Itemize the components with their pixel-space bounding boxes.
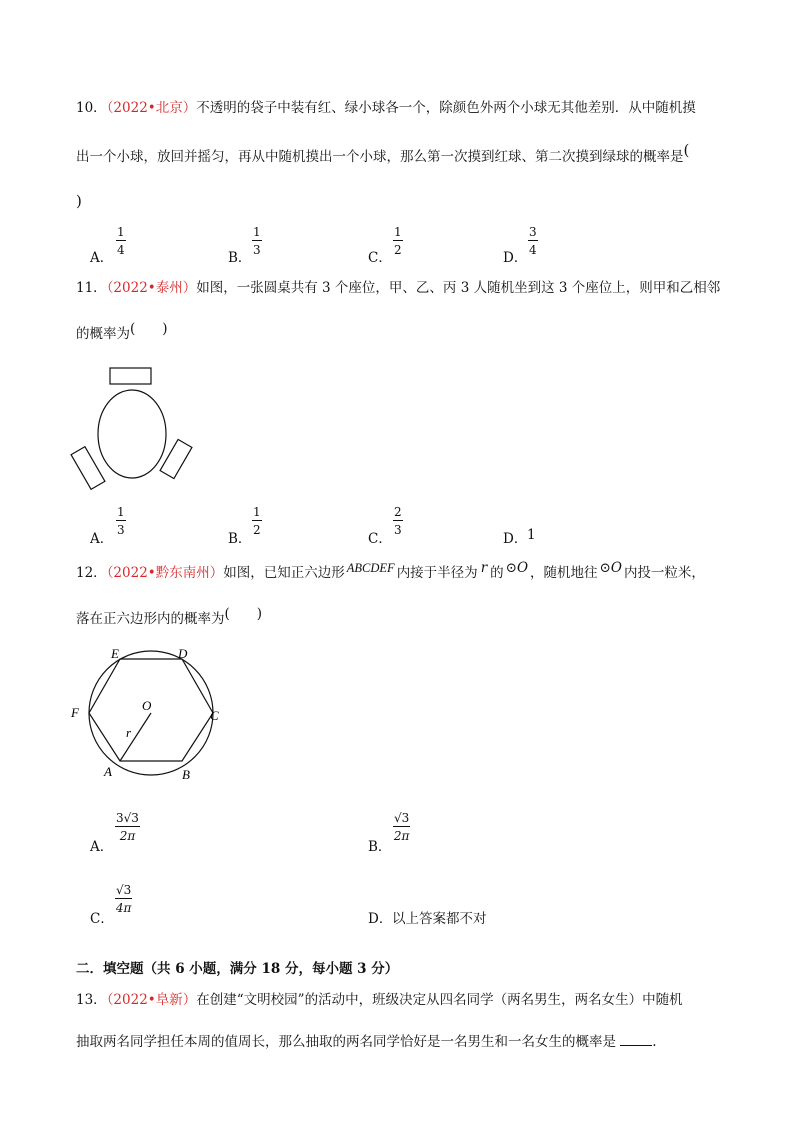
q12-hexagon-name: ABCDEF xyxy=(346,561,395,575)
q12-text-2: 落在正六边形内的概率为 xyxy=(76,611,225,627)
q11-paren: ( ) xyxy=(130,321,168,337)
seat-top xyxy=(110,368,151,384)
q11-number: 11． xyxy=(76,280,107,296)
q12-text-e: 内投一粒米， xyxy=(623,565,705,581)
round-table-figure xyxy=(70,362,200,492)
table-ellipse xyxy=(98,390,166,478)
q13-line2 xyxy=(76,1030,657,1050)
q13-line1 xyxy=(76,988,683,1008)
q10-number: 10． xyxy=(76,100,107,116)
q11-option-b-fraction: 1 2 xyxy=(253,505,261,537)
q10-text-2: 出一个小球，放回并摇匀，再从中随机摸出一个小球，那么第一次摸到红球、第二次摸到绿球的概率是 xyxy=(76,149,684,165)
label-a: A xyxy=(104,764,112,779)
q12-radius-symbol: r xyxy=(480,560,488,576)
q13-text-1: 在创建“文明校园”的活动中，班级决定从四名同学（两名男生，两名女生）中随机 xyxy=(196,992,683,1008)
q11-option-d-value: 1 xyxy=(527,527,536,543)
q10-option-a-label: A． xyxy=(90,250,114,266)
q12-option-b-fraction: √3 2π xyxy=(393,811,410,843)
q12-paren: ( ) xyxy=(224,606,263,622)
q12-text-d: ，随机地往 xyxy=(530,565,598,581)
q12-option-d-text: 以上答案都不对 xyxy=(392,911,487,927)
q10-option-c-fraction: 1 2 xyxy=(394,225,402,257)
q10-paren-open: ( xyxy=(683,141,690,159)
q11-text-2: 的概率为 xyxy=(76,326,130,342)
q12-line1 xyxy=(76,561,705,581)
q11-line2 xyxy=(76,322,168,342)
q10-paren-close: ) xyxy=(76,192,82,210)
q12-circle-o: ⊙O xyxy=(505,560,529,576)
q10-line1 xyxy=(76,96,696,116)
q11-text-1: 如图，一张圆桌共有 3 个座位，甲、乙、丙 3 人随机坐到这 3 个座位上，则甲和乙相邻 xyxy=(196,280,721,296)
radius-oa xyxy=(120,713,151,761)
hexagon-figure xyxy=(66,642,236,782)
q13-text-2: 抽取两名同学担任本周的值周长，那么抽取的两名同学恰好是一名男生和一名女生的概率是 xyxy=(76,1034,616,1050)
label-c: C xyxy=(210,708,219,723)
q10-option-d-label: D． xyxy=(503,250,528,266)
q12-option-a-label: A． xyxy=(90,839,114,855)
q11-option-a-label: A． xyxy=(90,531,114,547)
q10-option-d-fraction: 3 4 xyxy=(529,225,537,257)
q13-answer-blank[interactable] xyxy=(620,1033,652,1046)
q13-source: （2022•阜新） xyxy=(106,992,197,1008)
q12-text-a: 如图，已知正六边形 xyxy=(223,565,345,581)
section-2-heading: 二．填空题（共 6 小题，满分 18 分，每小题 3 分） xyxy=(76,961,399,977)
q12-line2 xyxy=(76,607,262,627)
q11-option-a-fraction: 1 3 xyxy=(117,505,125,537)
q11-source: （2022•泰州） xyxy=(106,280,197,296)
q12-text-b: 内接于半径为 xyxy=(396,565,478,581)
q12-text-c: 的 xyxy=(490,565,504,581)
q11-line1 xyxy=(76,276,720,296)
label-f: F xyxy=(71,705,79,720)
q11-option-b-label: B． xyxy=(228,531,252,547)
label-o: O xyxy=(142,698,152,713)
q12-option-a-fraction: 3√3 2π xyxy=(116,811,139,843)
q11-option-c-fraction: 2 3 xyxy=(394,505,402,537)
q10-option-b-label: B． xyxy=(228,250,252,266)
label-r: r xyxy=(126,725,132,740)
q13-period: . xyxy=(652,1034,657,1050)
label-d: D xyxy=(178,646,188,661)
q10-text-1: 不透明的袋子中装有红、绿小球各一个，除颜色外两个小球无其他差别．从中随机摸 xyxy=(196,100,696,116)
q12-option-c-fraction: √3 4π xyxy=(115,883,132,915)
q12-option-d-label: D． xyxy=(368,911,393,927)
q13-number: 13． xyxy=(76,992,107,1008)
label-e: E xyxy=(111,646,119,661)
label-b: B xyxy=(182,767,190,782)
q12-option-b-label: B． xyxy=(368,839,392,855)
q10-option-a-fraction: 1 4 xyxy=(117,225,125,257)
q12-option-c-label: C． xyxy=(90,911,114,927)
q10-option-b-fraction: 1 3 xyxy=(253,225,261,257)
q10-option-c-label: C． xyxy=(368,250,392,266)
q11-option-d-label: D． xyxy=(503,531,528,547)
q11-option-c-label: C． xyxy=(368,531,392,547)
q10-source: （2022•北京） xyxy=(106,100,197,116)
q10-line2 xyxy=(76,141,690,165)
q12-circle-o-2: ⊙O xyxy=(599,560,622,576)
q12-source: （2022•黔东南州） xyxy=(106,565,224,581)
seat-left xyxy=(71,447,105,490)
q12-number: 12． xyxy=(76,565,107,581)
